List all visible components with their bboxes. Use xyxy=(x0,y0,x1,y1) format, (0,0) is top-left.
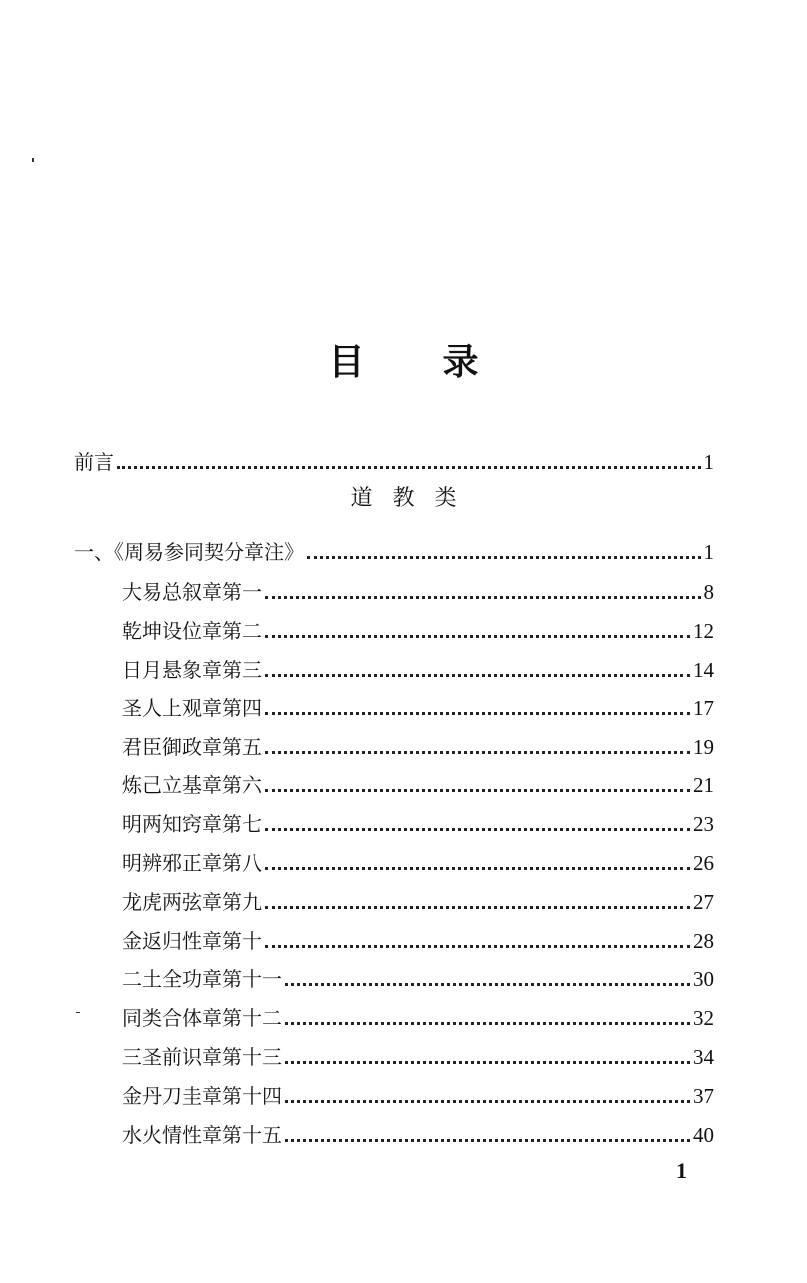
toc-entry[interactable] xyxy=(122,576,714,606)
toc-label: 一、《周易参同契分章注》 xyxy=(74,540,304,564)
toc-page: 23 xyxy=(693,812,714,836)
toc-page: 32 xyxy=(693,1006,714,1030)
toc-leader-dots xyxy=(265,828,690,831)
toc-page: 1 xyxy=(703,540,714,564)
toc-entry[interactable] xyxy=(122,886,714,916)
title-char: 目 xyxy=(328,342,365,383)
toc-label: 金丹刀圭章第十四 xyxy=(122,1084,282,1108)
toc-label: 二土全功章第十一 xyxy=(122,967,282,991)
toc-page: 17 xyxy=(693,696,714,720)
toc-label: 明两知窍章第七 xyxy=(122,812,262,836)
toc-leader-dots xyxy=(285,1139,690,1142)
toc-entry[interactable] xyxy=(122,1002,714,1032)
toc-label: 日月悬象章第三 xyxy=(122,658,262,682)
toc-entry[interactable] xyxy=(122,692,714,722)
toc-entry[interactable] xyxy=(122,1041,714,1071)
toc-page: 30 xyxy=(693,967,714,991)
toc-leader-dots xyxy=(265,674,690,677)
toc-entry[interactable] xyxy=(122,847,714,877)
toc-label: 炼己立基章第六 xyxy=(122,773,262,797)
toc-page: 34 xyxy=(693,1045,714,1069)
toc-label: 龙虎两弦章第九 xyxy=(122,890,262,914)
page-number: 1 xyxy=(676,1158,687,1183)
toc-page: 40 xyxy=(693,1123,714,1147)
toc-leader-dots xyxy=(285,1061,690,1064)
toc-leader-dots xyxy=(265,635,690,638)
toc-entry[interactable] xyxy=(122,1119,714,1149)
title-char: 录 xyxy=(442,342,479,383)
toc-page: 1 xyxy=(703,450,714,474)
toc-preface[interactable] xyxy=(74,446,714,476)
toc-leader-dots xyxy=(265,945,690,948)
scan-speck xyxy=(76,1012,80,1013)
toc-leader-dots xyxy=(265,867,690,870)
category-heading: 道教类 xyxy=(350,486,477,511)
toc-entry[interactable] xyxy=(122,1080,714,1110)
toc-label: 前言 xyxy=(74,450,114,474)
toc-label: 乾坤设位章第二 xyxy=(122,619,262,643)
toc-page: 21 xyxy=(693,773,714,797)
toc-entry[interactable] xyxy=(122,808,714,838)
toc-label: 明辨邪正章第八 xyxy=(122,851,262,875)
toc-entry[interactable] xyxy=(122,731,714,761)
toc-leader-dots xyxy=(265,906,690,909)
toc-label: 大易总叙章第一 xyxy=(122,580,262,604)
toc-label: 圣人上观章第四 xyxy=(122,696,262,720)
toc-leader-dots xyxy=(285,1100,690,1103)
toc-leader-dots xyxy=(265,751,690,754)
toc-leader-dots xyxy=(307,556,701,559)
toc-entry[interactable] xyxy=(122,654,714,684)
toc-page: 26 xyxy=(693,851,714,875)
toc-leader-dots xyxy=(265,712,690,715)
toc-page: 27 xyxy=(693,890,714,914)
toc-leader-dots xyxy=(265,596,701,599)
toc-page: 19 xyxy=(693,735,714,759)
toc-label: 同类合体章第十二 xyxy=(122,1006,282,1030)
scan-speck xyxy=(32,158,34,162)
toc-page: 37 xyxy=(693,1084,714,1108)
toc-label: 三圣前识章第十三 xyxy=(122,1045,282,1069)
toc-leader-dots xyxy=(265,789,690,792)
toc-page: 8 xyxy=(703,580,714,604)
page-title xyxy=(0,338,807,388)
toc-page: 28 xyxy=(693,929,714,953)
toc-section[interactable] xyxy=(74,536,714,566)
toc-leader-dots xyxy=(285,1022,690,1025)
toc-leader-dots xyxy=(117,466,701,469)
toc-entry[interactable] xyxy=(122,769,714,799)
toc-leader-dots xyxy=(285,983,690,986)
toc-entry[interactable] xyxy=(122,615,714,645)
toc-label: 君臣御政章第五 xyxy=(122,735,262,759)
toc-entry[interactable] xyxy=(122,925,714,955)
toc-page: 12 xyxy=(693,619,714,643)
toc-page: 14 xyxy=(693,658,714,682)
toc-entry[interactable] xyxy=(122,963,714,993)
toc-label: 水火情性章第十五 xyxy=(122,1123,282,1147)
toc-label: 金返归性章第十 xyxy=(122,929,262,953)
